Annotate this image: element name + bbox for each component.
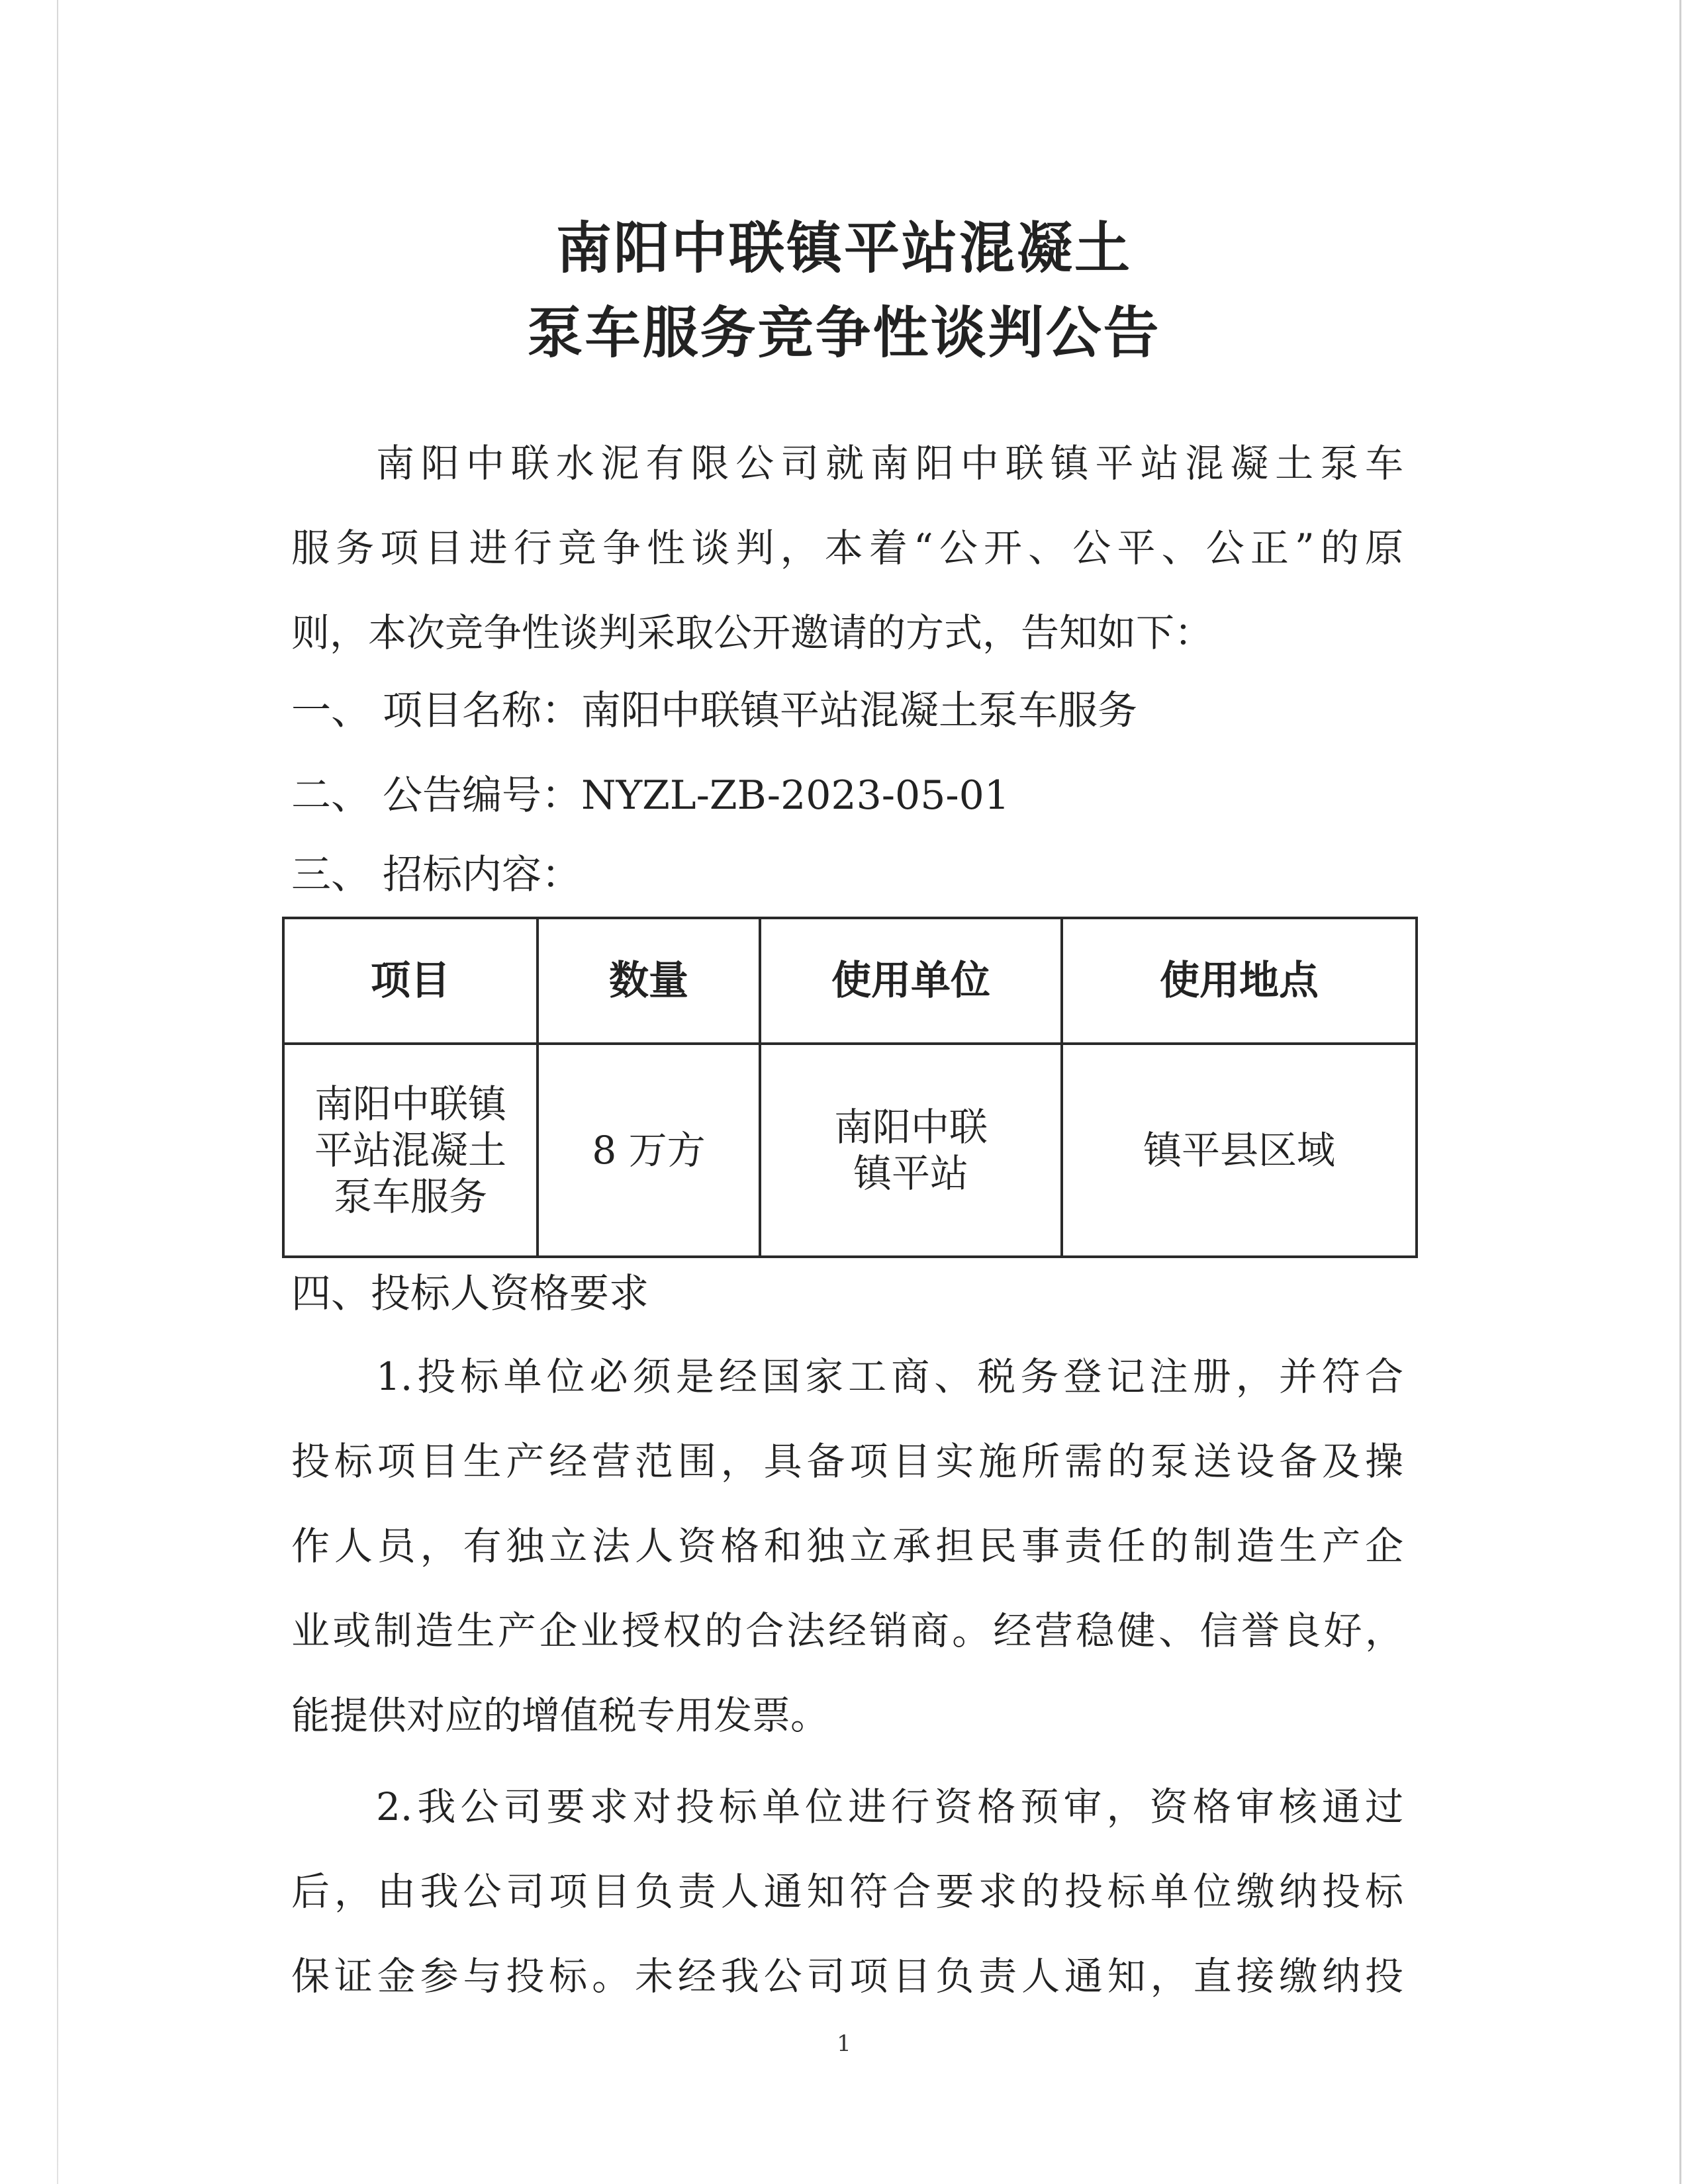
cell-location: 镇平县区域	[1062, 1044, 1417, 1257]
para1-line-3: 作人员，有独立法人资格和独立承担民事责任的制造生产企	[291, 1524, 1403, 1569]
section-4-heading: 四、投标人资格要求	[291, 1271, 649, 1317]
cell-unit-line: 南阳中联	[833, 1105, 988, 1150]
page-number: 1	[837, 2030, 851, 2057]
section-number: 三、	[291, 852, 371, 898]
header-item: 项目	[283, 918, 538, 1044]
intro-line-1: 南阳中联水泥有限公司就南阳中联镇平站混凝土泵车	[376, 441, 1403, 486]
cell-item-line: 泵车服务	[333, 1174, 487, 1219]
section-value: 南阳中联镇平站混凝土泵车服务	[581, 688, 1137, 734]
section-label: 公告编号：	[383, 772, 581, 819]
cell-unit	[760, 1044, 1062, 1257]
section-value: NYZL-ZB-2023-05-01	[581, 772, 1010, 819]
section-notice-number	[291, 769, 1009, 822]
header-location: 使用地点	[1062, 918, 1417, 1044]
header-unit: 使用单位	[760, 918, 1062, 1044]
table-header-row	[283, 918, 1417, 1044]
document-title-line-1: 南阳中联镇平站混凝土	[555, 216, 1132, 281]
cell-item	[283, 1044, 538, 1257]
intro-line-2: 服务项目进行竞争性谈判，本着“公开、公平、公正”的原	[291, 525, 1403, 570]
document-title-line-2: 泵车服务竞争性谈判公告	[527, 300, 1161, 365]
para1-line-4: 业或制造生产企业授权的合法经销商。经营稳健、信誉良好，	[291, 1608, 1403, 1653]
cell-item-line: 平站混凝土	[314, 1128, 506, 1173]
cell-unit-line: 镇平站	[853, 1151, 968, 1196]
intro-line-3: 则，本次竞争性谈判采取公开邀请的方式，告知如下：	[291, 610, 1213, 655]
cell-item-line: 南阳中联镇	[314, 1081, 506, 1126]
para1-line-5: 能提供对应的增值税专用发票。	[291, 1693, 829, 1738]
bid-content-table	[282, 917, 1418, 1258]
section-number: 一、	[291, 688, 371, 734]
section-number: 二、	[291, 772, 371, 819]
para2-line-3: 保证金参与投标。未经我公司项目负责人通知，直接缴纳投	[291, 1954, 1403, 1999]
para1-line-1: 1.投标单位必须是经国家工商、税务登记注册，并符合	[376, 1354, 1403, 1399]
table-row	[283, 1044, 1417, 1257]
para2-line-2: 后，由我公司项目负责人通知符合要求的投标单位缴纳投标	[291, 1869, 1403, 1914]
para1-line-2: 投标项目生产经营范围，具备项目实施所需的泵送设备及操	[291, 1439, 1403, 1484]
header-quantity: 数量	[538, 918, 760, 1044]
para2-line-1: 2.我公司要求对投标单位进行资格预审，资格审核通过	[376, 1784, 1403, 1829]
section-label: 招标内容：	[383, 852, 581, 898]
section-bid-content	[291, 848, 581, 901]
section-label: 项目名称：	[383, 688, 581, 734]
cell-quantity: 8 万方	[538, 1044, 760, 1257]
section-project-name	[291, 684, 1137, 737]
